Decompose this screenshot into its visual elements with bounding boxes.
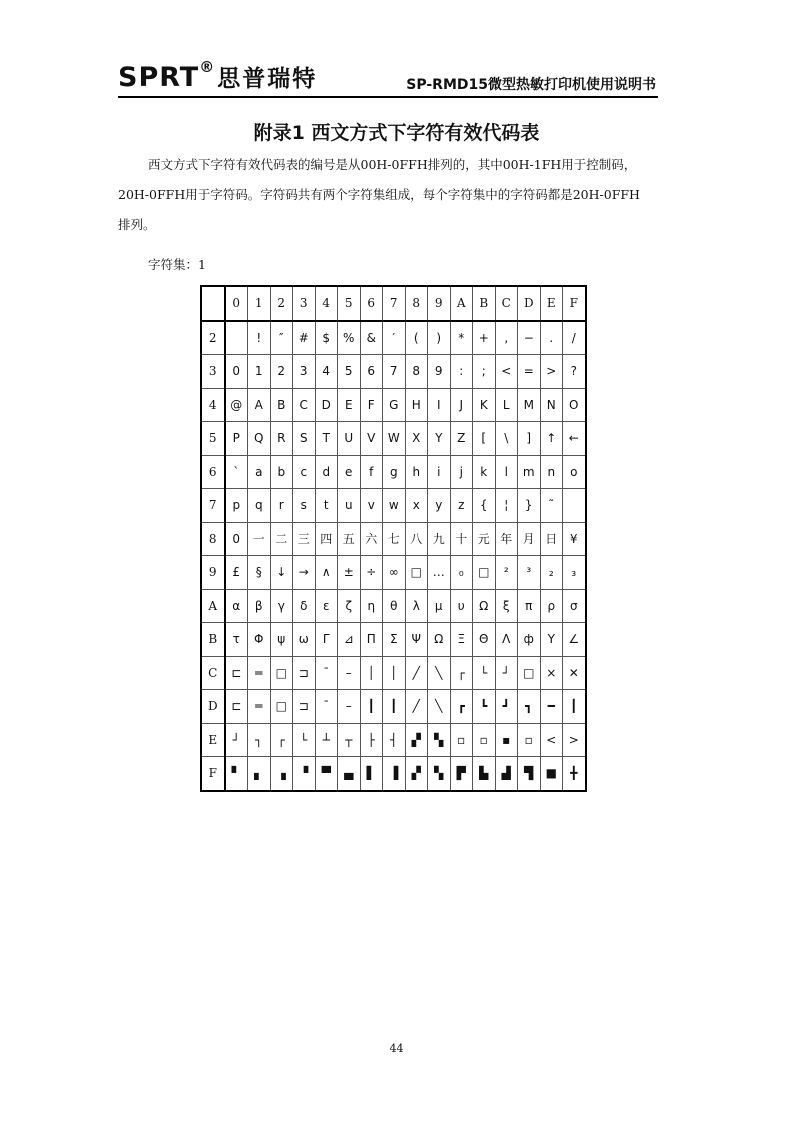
char-cell: Ω <box>428 623 451 657</box>
char-cell: ┃ <box>383 690 406 724</box>
row-header: 4 <box>201 388 225 422</box>
table-row <box>201 455 586 489</box>
char-cell: O <box>563 388 586 422</box>
char-cell <box>563 489 586 523</box>
char-cell: > <box>563 723 586 757</box>
char-cell: m <box>518 455 541 489</box>
char-cell: ∠ <box>563 623 586 657</box>
char-cell: k <box>473 455 496 489</box>
char-cell: ▫ <box>518 723 541 757</box>
char-cell: ÷ <box>360 556 383 590</box>
char-cell: T <box>315 422 338 456</box>
column-header: 4 <box>315 286 338 321</box>
column-header: B <box>473 286 496 321</box>
char-cell: ³ <box>518 556 541 590</box>
char-cell: 六 <box>360 522 383 556</box>
char-cell: N <box>540 388 563 422</box>
char-cell: ζ <box>338 589 361 623</box>
table-row <box>201 388 586 422</box>
column-header: 2 <box>270 286 293 321</box>
char-cell: ▞ <box>405 723 428 757</box>
char-cell: ┐ <box>248 723 271 757</box>
char-cell: └ <box>473 656 496 690</box>
section-title: 附录1 西文方式下字符有效代码表 <box>253 122 540 144</box>
char-cell: § <box>248 556 271 590</box>
brand-latin: SPRT <box>118 62 200 93</box>
row-header: 5 <box>201 422 225 456</box>
char-cell: □ <box>270 656 293 690</box>
char-cell: d <box>315 455 338 489</box>
char-cell: & <box>360 321 383 355</box>
char-cell: ² <box>495 556 518 590</box>
char-cell: . <box>540 321 563 355</box>
char-cell: 四 <box>315 522 338 556</box>
char-cell: x <box>405 489 428 523</box>
char-cell: Y <box>428 422 451 456</box>
table-row <box>201 723 586 757</box>
row-header: A <box>201 589 225 623</box>
char-cell: ¥ <box>563 522 586 556</box>
char-cell: │ <box>383 656 406 690</box>
table-row <box>201 589 586 623</box>
char-cell: × <box>540 656 563 690</box>
char-cell: < <box>540 723 563 757</box>
char-cell: U <box>338 422 361 456</box>
row-header: 8 <box>201 522 225 556</box>
char-cell <box>225 321 248 355</box>
char-cell: } <box>518 489 541 523</box>
char-cell: ╱ <box>405 656 428 690</box>
char-cell: γ <box>270 589 293 623</box>
column-header: E <box>540 286 563 321</box>
char-cell: o <box>563 455 586 489</box>
char-cell: t <box>315 489 338 523</box>
column-header: 7 <box>383 286 406 321</box>
char-cell: Q <box>248 422 271 456</box>
char-cell: 2 <box>270 355 293 389</box>
char-cell: ┃ <box>563 690 586 724</box>
char-cell: Ω <box>473 589 496 623</box>
char-cell: q <box>248 489 271 523</box>
char-cell: ✕ <box>563 656 586 690</box>
char-cell: │ <box>360 656 383 690</box>
page-number: 44 <box>389 1042 404 1055</box>
char-cell: w <box>383 489 406 523</box>
document-name: SP-RMD15微型热敏打印机使用说明书 <box>406 77 656 93</box>
char-cell: ┘ <box>495 656 518 690</box>
char-cell: 七 <box>383 522 406 556</box>
intro-line-1: 西文方式下字符有效代码表的编号是从00H-0FFH排列的，其中00H-1FH用于控制码， <box>148 157 637 172</box>
char-cell: r <box>270 489 293 523</box>
char-cell: Υ <box>540 623 563 657</box>
intro-paragraph <box>118 150 678 240</box>
char-cell: ▪ <box>495 723 518 757</box>
char-cell: ▐ <box>383 757 406 791</box>
char-cell: ∞ <box>383 556 406 590</box>
char-cell: R <box>270 422 293 456</box>
char-cell: ¦ <box>495 489 518 523</box>
char-cell: Ξ <box>450 623 473 657</box>
char-cell: η <box>360 589 383 623</box>
char-cell: ═ <box>248 656 271 690</box>
char-cell: 二 <box>270 522 293 556</box>
char-cell: 月 <box>518 522 541 556</box>
char-cell: → <box>293 556 316 590</box>
char-cell: Θ <box>473 623 496 657</box>
char-cell: H <box>405 388 428 422</box>
char-cell: ┴ <box>315 723 338 757</box>
char-cell: ′ <box>383 321 406 355</box>
char-cell: 0 <box>225 355 248 389</box>
char-cell: [ <box>473 422 496 456</box>
char-cell: ] <box>518 422 541 456</box>
char-cell: ε <box>315 589 338 623</box>
column-header: A <box>450 286 473 321</box>
char-cell: 8 <box>405 355 428 389</box>
char-cell: c <box>293 455 316 489</box>
char-cell: ▛ <box>450 757 473 791</box>
charset-table <box>200 285 587 792</box>
char-cell: ▚ <box>428 723 451 757</box>
char-cell: ¯ <box>315 690 338 724</box>
char-cell: W <box>383 422 406 456</box>
char-cell: # <box>293 321 316 355</box>
char-cell: ┛ <box>495 690 518 724</box>
char-cell: ∧ <box>315 556 338 590</box>
char-cell: ┬ <box>338 723 361 757</box>
char-cell: 1 <box>248 355 271 389</box>
intro-line-3: 排列。 <box>118 217 156 232</box>
char-cell: 7 <box>383 355 406 389</box>
char-cell: ¯ <box>315 656 338 690</box>
column-header: 8 <box>405 286 428 321</box>
char-cell: … <box>428 556 451 590</box>
table-row <box>201 656 586 690</box>
char-cell: @ <box>225 388 248 422</box>
char-cell: 十 <box>450 522 473 556</box>
char-cell: ⊿ <box>338 623 361 657</box>
char-cell: ` <box>225 455 248 489</box>
char-cell: B <box>270 388 293 422</box>
char-cell: Γ <box>315 623 338 657</box>
char-cell: σ <box>563 589 586 623</box>
column-header: 3 <box>293 286 316 321</box>
char-cell: ╲ <box>428 656 451 690</box>
table-row <box>201 489 586 523</box>
char-cell: ┘ <box>225 723 248 757</box>
char-cell: υ <box>450 589 473 623</box>
char-cell: ( <box>405 321 428 355</box>
char-cell: 三 <box>293 522 316 556</box>
char-cell: 八 <box>405 522 428 556</box>
char-cell: < <box>495 355 518 389</box>
char-cell: ▄ <box>338 757 361 791</box>
char-cell: ← <box>563 422 586 456</box>
char-cell: > <box>540 355 563 389</box>
char-cell: ! <box>248 321 271 355</box>
char-cell: 元 <box>473 522 496 556</box>
column-header: 9 <box>428 286 451 321</box>
char-cell: f <box>360 455 383 489</box>
char-cell: % <box>338 321 361 355</box>
char-cell: 5 <box>338 355 361 389</box>
table-row <box>201 556 586 590</box>
char-cell: l <box>495 455 518 489</box>
table-row <box>201 321 586 355</box>
char-cell: G <box>383 388 406 422</box>
char-cell: ″ <box>270 321 293 355</box>
char-cell: = <box>518 355 541 389</box>
column-header: D <box>518 286 541 321</box>
char-cell: ▌ <box>360 757 383 791</box>
char-cell: − <box>518 321 541 355</box>
table-header-row <box>201 286 586 321</box>
char-cell: E <box>338 388 361 422</box>
char-cell: ▝ <box>293 757 316 791</box>
char-cell: □ <box>473 556 496 590</box>
char-cell: ▙ <box>473 757 496 791</box>
char-cell: * <box>450 321 473 355</box>
char-cell: K <box>473 388 496 422</box>
char-cell: └ <box>293 723 316 757</box>
char-cell: – <box>338 690 361 724</box>
table-row <box>201 757 586 791</box>
char-cell: C <box>293 388 316 422</box>
char-cell: ψ <box>270 623 293 657</box>
char-cell: D <box>315 388 338 422</box>
page-header <box>118 58 658 98</box>
row-header: B <box>201 623 225 657</box>
char-cell: ф <box>518 623 541 657</box>
table-corner-cell <box>201 286 225 321</box>
char-cell: Σ <box>383 623 406 657</box>
row-header: 6 <box>201 455 225 489</box>
char-cell: ⊏ <box>225 656 248 690</box>
char-cell: ) <box>428 321 451 355</box>
charset-label: 字符集：1 <box>148 257 206 272</box>
char-cell: ▟ <box>495 757 518 791</box>
char-cell: ╲ <box>428 690 451 724</box>
char-cell: $ <box>315 321 338 355</box>
char-cell: ρ <box>540 589 563 623</box>
char-cell: j <box>450 455 473 489</box>
char-cell: h <box>405 455 428 489</box>
char-cell: Ψ <box>405 623 428 657</box>
char-cell: J <box>450 388 473 422</box>
char-cell: ▀ <box>315 757 338 791</box>
char-cell: □ <box>518 656 541 690</box>
column-header: 0 <box>225 286 248 321</box>
char-cell: b <box>270 455 293 489</box>
char-cell: 年 <box>495 522 518 556</box>
char-cell: P <box>225 422 248 456</box>
row-header: E <box>201 723 225 757</box>
char-cell: ▫ <box>450 723 473 757</box>
char-cell: ┌ <box>270 723 293 757</box>
row-header: 7 <box>201 489 225 523</box>
char-cell: z <box>450 489 473 523</box>
char-cell: ; <box>473 355 496 389</box>
column-header: 1 <box>248 286 271 321</box>
char-cell: , <box>495 321 518 355</box>
char-cell: i <box>428 455 451 489</box>
char-cell: ├ <box>360 723 383 757</box>
char-cell: ┓ <box>518 690 541 724</box>
char-cell: ˜ <box>540 489 563 523</box>
char-cell: 日 <box>540 522 563 556</box>
char-cell: ▖ <box>248 757 271 791</box>
char-cell: Λ <box>495 623 518 657</box>
char-cell: ? <box>563 355 586 389</box>
char-cell: ═ <box>248 690 271 724</box>
table-row <box>201 522 586 556</box>
column-header: 5 <box>338 286 361 321</box>
row-header: F <box>201 757 225 791</box>
table-row <box>201 623 586 657</box>
char-cell: a <box>248 455 271 489</box>
char-cell: S <box>293 422 316 456</box>
char-cell: δ <box>293 589 316 623</box>
char-cell: ■ <box>540 757 563 791</box>
char-cell: α <box>225 589 248 623</box>
char-cell: p <box>225 489 248 523</box>
char-cell: ω <box>293 623 316 657</box>
table-row <box>201 422 586 456</box>
char-cell: / <box>563 321 586 355</box>
char-cell: { <box>473 489 496 523</box>
char-cell: M <box>518 388 541 422</box>
char-cell: s <box>293 489 316 523</box>
char-cell: I <box>428 388 451 422</box>
char-cell: 4 <box>315 355 338 389</box>
char-cell: ▚ <box>428 757 451 791</box>
char-cell: □ <box>270 690 293 724</box>
char-cell: L <box>495 388 518 422</box>
char-cell: v <box>360 489 383 523</box>
char-cell: ₀ <box>450 556 473 590</box>
char-cell: ┃ <box>360 690 383 724</box>
char-cell: ┌ <box>450 656 473 690</box>
char-cell: ▫ <box>473 723 496 757</box>
column-header: C <box>495 286 518 321</box>
char-cell: θ <box>383 589 406 623</box>
row-header: D <box>201 690 225 724</box>
char-cell: X <box>405 422 428 456</box>
char-cell: ₃ <box>563 556 586 590</box>
brand-logo <box>118 60 317 93</box>
char-cell: ▘ <box>225 757 248 791</box>
char-cell: F <box>360 388 383 422</box>
char-cell: Z <box>450 422 473 456</box>
char-cell: β <box>248 589 271 623</box>
char-cell: ₂ <box>540 556 563 590</box>
char-cell: □ <box>405 556 428 590</box>
char-cell: ± <box>338 556 361 590</box>
char-cell: 九 <box>428 522 451 556</box>
char-cell: ▜ <box>518 757 541 791</box>
char-cell: ▞ <box>405 757 428 791</box>
column-header: 6 <box>360 286 383 321</box>
char-cell: y <box>428 489 451 523</box>
char-cell: £ <box>225 556 248 590</box>
char-cell: Π <box>360 623 383 657</box>
char-cell: g <box>383 455 406 489</box>
column-header: F <box>563 286 586 321</box>
char-cell: π <box>518 589 541 623</box>
table-row <box>201 355 586 389</box>
char-cell: e <box>338 455 361 489</box>
brand-chinese: 思普瑞特 <box>217 66 318 92</box>
char-cell: ▗ <box>270 757 293 791</box>
char-cell: A <box>248 388 271 422</box>
char-cell: ⊏ <box>225 690 248 724</box>
row-header: 9 <box>201 556 225 590</box>
registered-mark: ® <box>199 58 216 76</box>
char-cell: ⊐ <box>293 656 316 690</box>
char-cell: ━ <box>540 690 563 724</box>
char-cell: V <box>360 422 383 456</box>
char-cell: 0 <box>225 522 248 556</box>
char-cell: ╱ <box>405 690 428 724</box>
char-cell: 五 <box>338 522 361 556</box>
char-cell: u <box>338 489 361 523</box>
char-cell: ↓ <box>270 556 293 590</box>
char-cell: μ <box>428 589 451 623</box>
char-cell: ┏ <box>450 690 473 724</box>
char-cell: – <box>338 656 361 690</box>
char-cell: ┤ <box>383 723 406 757</box>
row-header: C <box>201 656 225 690</box>
char-cell: n <box>540 455 563 489</box>
row-header: 2 <box>201 321 225 355</box>
char-cell: ⊐ <box>293 690 316 724</box>
char-cell: : <box>450 355 473 389</box>
row-header: 3 <box>201 355 225 389</box>
char-cell: 3 <box>293 355 316 389</box>
char-cell: ξ <box>495 589 518 623</box>
char-cell: \ <box>495 422 518 456</box>
char-cell: ╋ <box>563 757 586 791</box>
char-cell: 9 <box>428 355 451 389</box>
char-cell: 一 <box>248 522 271 556</box>
char-cell: Φ <box>248 623 271 657</box>
char-cell: ┗ <box>473 690 496 724</box>
char-cell: + <box>473 321 496 355</box>
char-cell: λ <box>405 589 428 623</box>
char-cell: 6 <box>360 355 383 389</box>
char-cell: τ <box>225 623 248 657</box>
char-cell: ↑ <box>540 422 563 456</box>
table-row <box>201 690 586 724</box>
intro-line-2: 20H-0FFH用于字符码。字符码共有两个字符集组成，每个字符集中的字符码都是20H-0FFH <box>118 187 640 202</box>
